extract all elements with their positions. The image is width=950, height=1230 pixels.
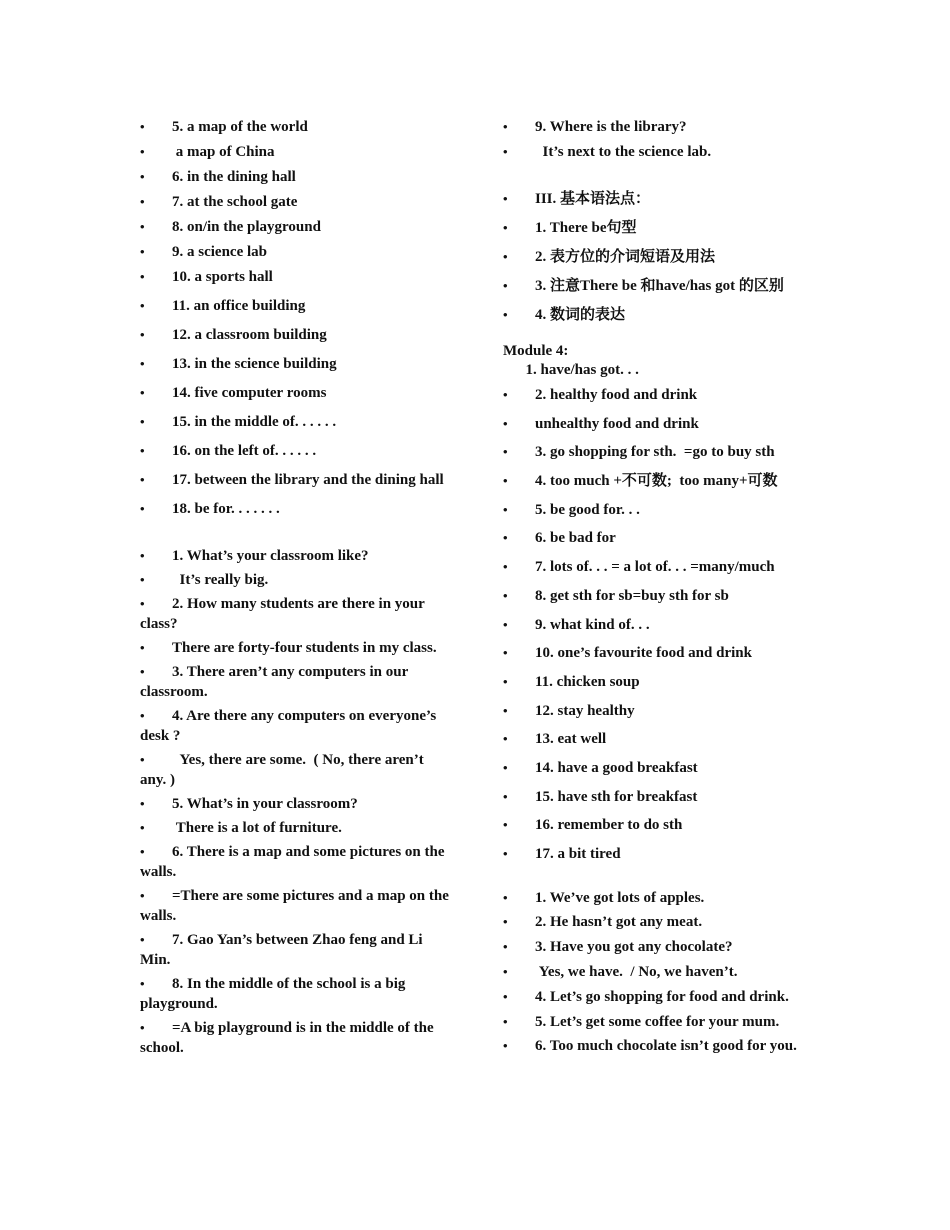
- bullet-icon: •: [503, 645, 508, 661]
- bullet-icon: •: [503, 119, 508, 134]
- list-item: [140, 1018, 450, 1058]
- item-text: 8. In the middle of the school is a big playground.: [140, 976, 410, 1012]
- list-item: [503, 247, 823, 267]
- list-item: [503, 586, 823, 606]
- spacer: [503, 873, 823, 888]
- bullet-icon: •: [140, 1020, 145, 1035]
- item-text: 14. have a good breakfast: [535, 759, 698, 776]
- bullet-icon: •: [503, 444, 508, 460]
- bullet-icon: •: [140, 796, 145, 811]
- item-text: 5. a map of the world: [172, 119, 308, 135]
- item-text: 16. remember to do sth: [535, 817, 683, 834]
- item-text: 14. five computer rooms: [172, 385, 327, 401]
- item-text: 18. be for. . . . . . .: [172, 501, 280, 517]
- list-item: [503, 844, 823, 864]
- item-text: It’s next to the science lab.: [535, 144, 712, 160]
- bullet-icon: •: [140, 219, 145, 234]
- bullet-icon: •: [503, 914, 508, 930]
- bullet-icon: •: [503, 988, 508, 1004]
- list-item: [140, 638, 450, 658]
- list-item: [503, 117, 823, 137]
- list-item: [140, 470, 450, 490]
- bullet-icon: •: [503, 220, 508, 235]
- item-text: 1. What’s your classroom like?: [172, 548, 369, 564]
- list-item: [503, 672, 823, 692]
- item-text: 11. an office building: [172, 298, 306, 314]
- item-text: 17. between the library and the dining hall: [172, 472, 444, 488]
- item-text: 6. Too much chocolate isn’t good for you.: [535, 1038, 797, 1055]
- item-text: 6. There is a map and some pictures on the walls.: [140, 844, 449, 880]
- item-text: It’s really big.: [172, 572, 269, 588]
- list-item: [503, 471, 823, 491]
- list-item: [140, 974, 450, 1014]
- item-text: 4. Let’s go shopping for food and drink.: [535, 988, 789, 1005]
- list-item: [503, 729, 823, 749]
- item-text: 13. in the science building: [172, 356, 337, 372]
- item-text: 12. stay healthy: [535, 702, 635, 719]
- item-text: 9. a science lab: [172, 244, 267, 260]
- list-item: [503, 815, 823, 835]
- bullet-icon: •: [140, 356, 145, 371]
- item-text: 5. What’s in your classroom?: [172, 796, 358, 812]
- list-item: [503, 385, 823, 405]
- list-item: [503, 189, 823, 209]
- list-item: [503, 414, 823, 434]
- spacer: [503, 167, 823, 189]
- bullet-icon: •: [503, 788, 508, 804]
- item-text: 4. 数词的表达: [535, 307, 626, 323]
- item-text: 8. on/in the playground: [172, 219, 321, 235]
- bullet-icon: •: [503, 702, 508, 718]
- list-item: [140, 412, 450, 432]
- list-item: [503, 276, 823, 296]
- bullet-icon: •: [503, 415, 508, 431]
- item-text: 11. chicken soup: [535, 673, 640, 690]
- item-text: 12. a classroom building: [172, 327, 327, 343]
- bullet-icon: •: [503, 387, 508, 402]
- list-item: [140, 818, 450, 838]
- bullet-icon: •: [503, 759, 508, 775]
- item-text: 3. There aren’t any computers in our classroom.: [140, 664, 412, 700]
- bullet-icon: •: [140, 327, 145, 342]
- list-item: [503, 218, 823, 238]
- list-item: [140, 192, 450, 212]
- list-item: [503, 442, 823, 462]
- list-item: [140, 383, 450, 403]
- item-text: 4. Are there any computers on everyone’s desk ?: [140, 708, 441, 744]
- list-item: [503, 787, 823, 807]
- item-text: Yes, we have. / No, we haven’t.: [535, 964, 738, 981]
- left-column: [140, 117, 453, 1062]
- list-item: [503, 987, 823, 1007]
- bullet-icon: •: [140, 572, 145, 587]
- bullet-icon: •: [140, 194, 145, 209]
- list-item: [503, 1036, 823, 1056]
- item-text: 16. on the left of. . . . . .: [172, 443, 317, 459]
- bullet-icon: •: [140, 596, 145, 611]
- bullet-icon: •: [140, 169, 145, 184]
- bullet-icon: •: [140, 298, 145, 313]
- list-item: [503, 912, 823, 932]
- bullet-icon: •: [140, 820, 145, 835]
- item-text: 1. There be句型: [535, 220, 637, 236]
- bullet-icon: •: [140, 244, 145, 259]
- bullet-icon: •: [140, 501, 145, 516]
- list-item: [503, 701, 823, 721]
- list-item: [140, 441, 450, 461]
- item-text: 15. in the middle of. . . . . .: [172, 414, 337, 430]
- list-item: [503, 758, 823, 778]
- bullet-icon: •: [503, 846, 508, 861]
- bullet-icon: •: [140, 976, 145, 991]
- bullet-icon: •: [140, 144, 145, 159]
- item-text: 2. How many students are there in your class?: [140, 596, 429, 632]
- bullet-icon: •: [503, 501, 508, 517]
- list-item: [503, 643, 823, 663]
- bullet-icon: •: [503, 191, 508, 206]
- list-item: [140, 886, 453, 926]
- item-text: =A big playground is in the middle of the school.: [140, 1020, 438, 1056]
- bullet-icon: •: [140, 548, 145, 563]
- bullet-icon: •: [140, 385, 145, 400]
- list-item: [140, 217, 450, 237]
- list-item: [503, 500, 823, 520]
- item-text: 3. Have you got any chocolate?: [535, 939, 733, 956]
- list-item: [503, 528, 823, 548]
- item-text: 3. 注意There be 和have/has got 的区别: [535, 278, 784, 294]
- list-item: [140, 842, 450, 882]
- item-text: There are forty-four students in my class.: [172, 640, 437, 656]
- bullet-icon: •: [503, 278, 508, 293]
- item-text: 7. Gao Yan’s between Zhao feng and Li Min.: [140, 932, 427, 968]
- bullet-icon: •: [503, 673, 508, 689]
- item-text: 2. 表方位的介词短语及用法: [535, 249, 716, 265]
- bullet-icon: •: [140, 640, 145, 655]
- list-item: [503, 962, 823, 982]
- item-text: 7. at the school gate: [172, 194, 298, 210]
- bullet-icon: •: [503, 889, 508, 905]
- item-text: There is a lot of furniture.: [172, 820, 342, 836]
- bullet-icon: •: [140, 664, 145, 679]
- bullet-icon: •: [503, 1013, 508, 1029]
- bullet-icon: •: [503, 559, 508, 575]
- list-item: [140, 794, 450, 814]
- list-item: [503, 1012, 823, 1032]
- bullet-icon: •: [140, 888, 145, 903]
- list-item: [140, 242, 450, 262]
- list-item: [140, 267, 450, 287]
- list-item: [140, 167, 450, 187]
- item-text: 9. Where is the library?: [535, 119, 687, 135]
- list-item: [140, 296, 450, 316]
- list-item: [140, 499, 450, 519]
- item-text: 7. lots of. . . = a lot of. . . =many/much: [535, 559, 775, 576]
- spacer: [140, 528, 450, 546]
- list-item: [140, 706, 450, 746]
- list-item: [140, 750, 450, 790]
- item-text: 10. one’s favourite food and drink: [535, 645, 752, 662]
- module-subitem: 1. have/has got. . .: [503, 362, 639, 378]
- bullet-icon: •: [503, 616, 508, 632]
- module-heading: Module 4:: [503, 343, 569, 359]
- bullet-icon: •: [503, 473, 508, 489]
- bullet-icon: •: [503, 307, 508, 322]
- bullet-icon: •: [503, 939, 508, 955]
- item-text: 13. eat well: [535, 731, 607, 748]
- bullet-icon: •: [140, 443, 145, 458]
- item-text: 10. a sports hall: [172, 269, 273, 285]
- list-item: [140, 662, 450, 702]
- list-item: [503, 615, 823, 635]
- item-text: 8. get sth for sb=buy sth for sb: [535, 587, 729, 604]
- bullet-icon: •: [503, 1038, 508, 1054]
- list-item: [140, 546, 450, 566]
- bullet-icon: •: [503, 249, 508, 264]
- item-text: 5. Let’s get some coffee for your mum.: [535, 1013, 780, 1030]
- item-text: 17. a bit tired: [535, 846, 621, 862]
- list-item: [140, 594, 450, 634]
- bullet-icon: •: [503, 817, 508, 833]
- bullet-icon: •: [503, 964, 508, 980]
- item-text: =There are some pictures and a map on the walls.: [140, 888, 453, 924]
- bullet-icon: •: [140, 708, 145, 723]
- item-text: 3. go shopping for sth. =go to buy sth: [535, 444, 775, 461]
- bullet-icon: •: [503, 587, 508, 603]
- item-text: III. 基本语法点：: [535, 191, 651, 207]
- item-text: 5. be good for. . .: [535, 501, 640, 518]
- bullet-icon: •: [140, 752, 145, 767]
- bullet-icon: •: [503, 731, 508, 747]
- bullet-icon: •: [140, 932, 145, 947]
- list-item: [503, 305, 823, 325]
- bullet-icon: •: [140, 119, 145, 134]
- right-column: [503, 117, 823, 1061]
- item-text: 1. We’ve got lots of apples.: [535, 889, 705, 906]
- item-text: 15. have sth for breakfast: [535, 788, 698, 805]
- item-text: 2. He hasn’t got any meat.: [535, 914, 703, 931]
- list-item: [140, 117, 450, 137]
- list-item: [140, 570, 450, 590]
- bullet-icon: •: [503, 144, 508, 159]
- bullet-icon: •: [140, 414, 145, 429]
- item-text: 9. what kind of. . .: [535, 616, 650, 633]
- bullet-icon: •: [503, 530, 508, 546]
- item-text: a map of China: [172, 144, 275, 160]
- list-item: [140, 142, 450, 162]
- list-item: [140, 354, 450, 374]
- item-text: 2. healthy food and drink: [535, 387, 698, 403]
- list-item: [140, 930, 450, 970]
- bullet-icon: •: [140, 269, 145, 284]
- item-text: 6. be bad for: [535, 530, 616, 547]
- list-item: [503, 937, 823, 957]
- bullet-icon: •: [140, 472, 145, 487]
- item-text: 6. in the dining hall: [172, 169, 296, 185]
- item-text: 4. too much +不可数; too many+可数: [535, 473, 778, 490]
- list-item: [140, 325, 450, 345]
- bullet-icon: •: [140, 844, 145, 859]
- item-text: unhealthy food and drink: [535, 415, 699, 432]
- list-item: [503, 142, 823, 162]
- list-item: [503, 557, 823, 577]
- spacer: [503, 334, 823, 342]
- item-text: Yes, there are some. ( No, there aren’t any. ): [140, 752, 428, 788]
- list-item: [503, 888, 823, 908]
